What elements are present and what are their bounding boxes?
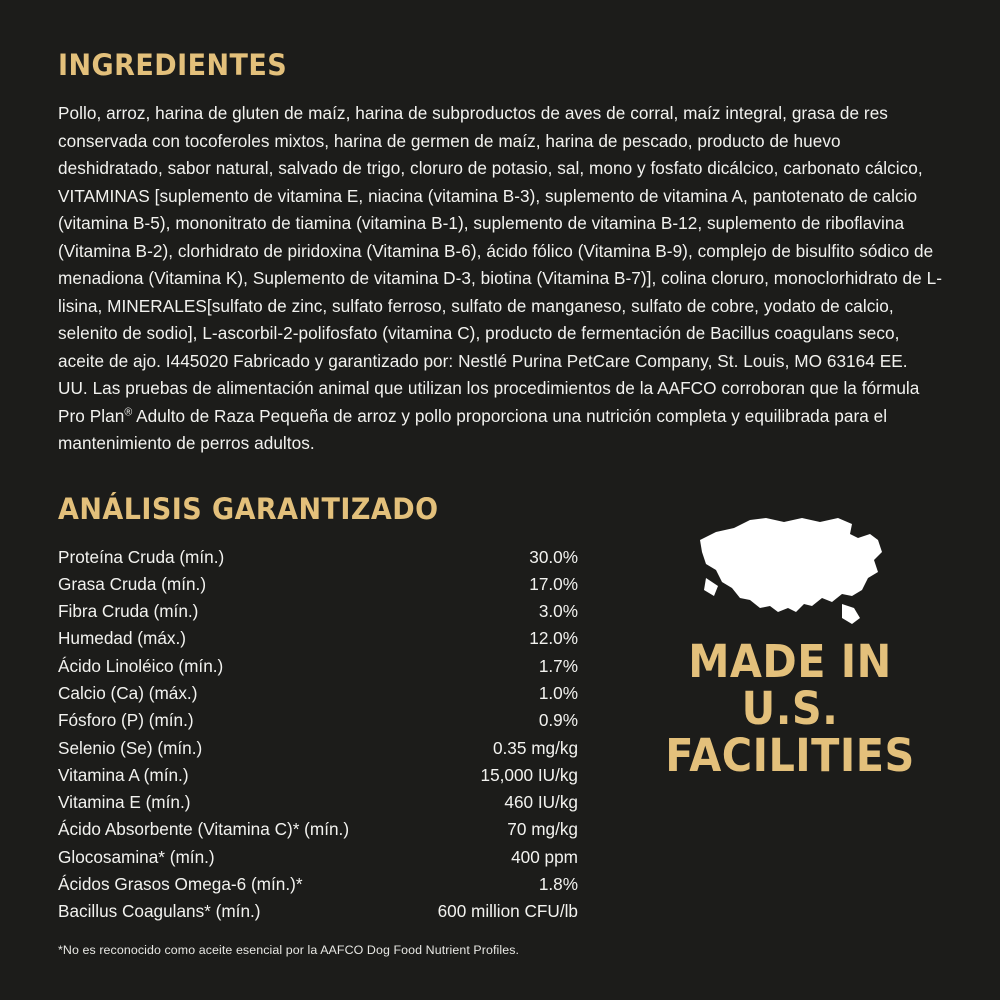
registered-trademark-symbol: ® — [124, 405, 133, 418]
guaranteed-analysis-heading: ANÁLISIS GARANTIZADO — [58, 491, 439, 526]
nutrient-value: 1.8% — [538, 874, 578, 895]
guaranteed-analysis-row — [58, 816, 578, 843]
nutrient-name: Ácidos Grasos Omega-6 (mín.)* — [58, 874, 303, 895]
nutrient-value: 1.0% — [538, 682, 578, 703]
guaranteed-analysis-row — [58, 789, 578, 816]
guaranteed-analysis-row — [58, 598, 578, 625]
nutrient-value: 0.9% — [538, 710, 578, 731]
guaranteed-analysis-row — [58, 571, 578, 598]
ingredients-text — [58, 100, 942, 458]
nutrient-name: Vitamina A (mín.) — [58, 764, 189, 785]
guaranteed-analysis-table — [58, 544, 578, 926]
made-in-us-facilities-badge — [630, 512, 950, 782]
guaranteed-analysis-row — [58, 625, 578, 652]
nutrient-value: 70 mg/kg — [507, 819, 578, 840]
nutrient-name: Ácido Linoléico (mín.) — [58, 655, 224, 676]
ingredients-heading: INGREDIENTES — [58, 48, 288, 82]
badge-line-2: U.S. — [741, 682, 839, 735]
nutrient-value: 1.7% — [538, 655, 578, 676]
guaranteed-analysis-row — [58, 653, 578, 680]
nutrient-value: 12.0% — [529, 628, 578, 649]
nutrient-value: 15,000 IU/kg — [480, 764, 578, 785]
nutrient-name: Bacillus Coagulans* (mín.) — [58, 901, 261, 922]
nutrient-name: Selenio (Se) (mín.) — [58, 737, 203, 758]
badge-text-block — [643, 635, 937, 782]
usa-map-icon — [630, 512, 950, 634]
nutrient-name: Proteína Cruda (mín.) — [58, 546, 225, 567]
nutrient-value: 17.0% — [529, 573, 578, 594]
guaranteed-analysis-row — [58, 544, 578, 571]
nutrient-value: 600 million CFU/lb — [437, 901, 578, 922]
nutrient-name: Fósforo (P) (mín.) — [58, 710, 194, 731]
nutrient-value: 400 ppm — [511, 846, 578, 867]
nutrient-value: 3.0% — [538, 601, 578, 622]
nutrient-value: 460 IU/kg — [504, 792, 578, 813]
nutrient-name: Vitamina E (mín.) — [58, 792, 191, 813]
nutrient-value: 0.35 mg/kg — [492, 737, 578, 758]
nutrient-name: Fibra Cruda (mín.) — [58, 601, 199, 622]
guaranteed-analysis-footnote: *No es reconocido como aceite esencial por la AAFCO Dog Food Nutrient Profiles. — [58, 943, 520, 957]
nutrient-name: Ácido Absorbente (Vitamina C)* (mín.) — [58, 819, 350, 840]
badge-line-3: FACILITIES — [665, 729, 915, 782]
guaranteed-analysis-row — [58, 871, 578, 898]
guaranteed-analysis-row — [58, 898, 578, 925]
guaranteed-analysis-row — [58, 707, 578, 734]
guaranteed-analysis-row — [58, 762, 578, 789]
nutrient-name: Humedad (máx.) — [58, 628, 186, 649]
ingredients-text-main: Pollo, arroz, harina de gluten de maíz, harina de subproductos de aves de corral, maíz integral, grasa de res conservada con tocoferoles mixtos, harina de germen de maíz, harina de pescado, producto de huevo deshidratado, sabor natural, salvado de trigo, cloruro de potasio, sal, mono y fosfato dicálcico, carbonato cálcico, VITAMINAS [suplemento de vitamina E, niacina (vitamina B-3), suplemento de vitamina A, pantotenato de calcio (vitamina B-5), mononitrato de tiamina (vitamina B-1), suplemento de vitamina B-12, suplemento de riboflavina (Vitamina B-2), clorhidrato de piridoxina (Vitamina B-6), ácido fólico (Vitamina B-9), complejo de bisulfito sódico de menadiona (Vitamina K), Suplemento de vitamina D-3, biotina (Vitamina B-7)], colina cloruro, monoclorhidrato de L-lisina, MINERALES[sulfato de zinc, sulfato ferroso, sulfato de manganeso, sulfato de cobre, yodato de calcio, selenito de sodio], L-ascorbil-2-polifosfato (vitamina C), producto de fermentación de Bacillus coagulans seco, aceite de ajo. I445020 Fabricado y garantizado por: Nestlé Purina PetCare Company, St. Louis, MO 63164 EE. UU. Las pruebas de alimentación animal que utilizan los procedimientos de la AAFCO corroboran que la fórmula Pro Plan — [58, 103, 942, 426]
nutrient-name: Glocosamina* (mín.) — [58, 846, 215, 867]
guaranteed-analysis-row — [58, 735, 578, 762]
guaranteed-analysis-row — [58, 844, 578, 871]
ingredients-text-tail: Adulto de Raza Pequeña de arroz y pollo proporciona una nutrición completa y equilibrada para el mantenimiento de perros adultos. — [58, 405, 888, 453]
nutrient-name: Calcio (Ca) (máx.) — [58, 682, 198, 703]
badge-line-1: MADE IN — [688, 635, 892, 688]
guaranteed-analysis-row — [58, 680, 578, 707]
nutrient-name: Grasa Cruda (mín.) — [58, 573, 207, 594]
nutrient-value: 30.0% — [529, 546, 578, 567]
